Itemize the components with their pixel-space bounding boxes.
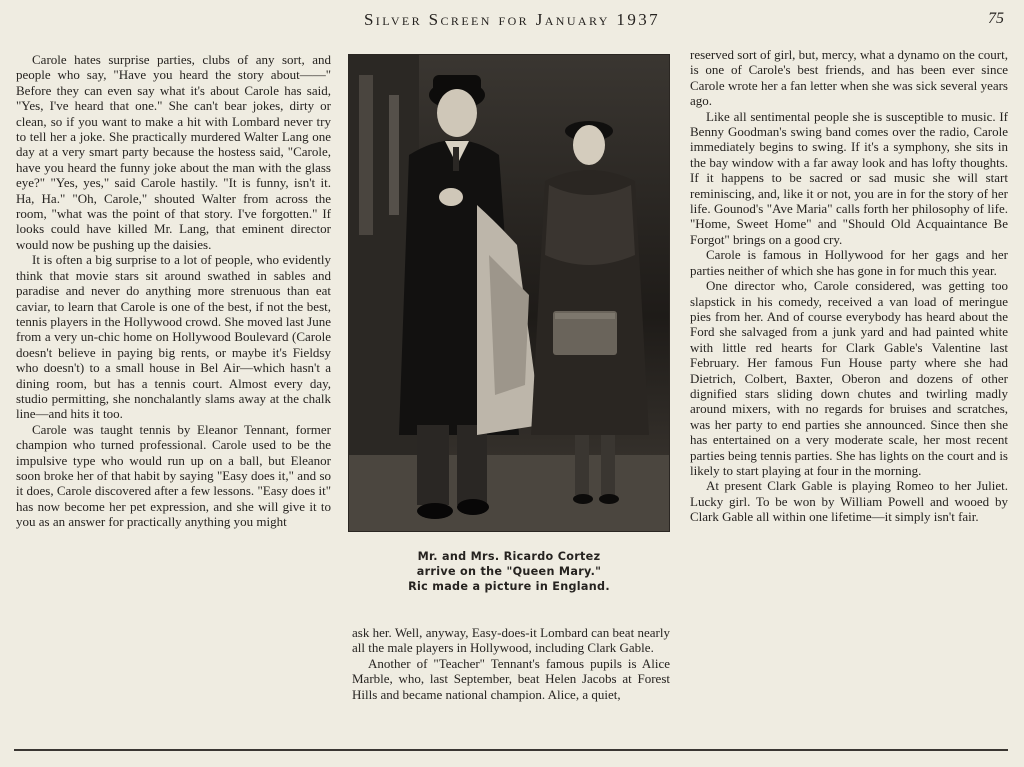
paragraph: Carole hates surprise parties, clubs of any sort, and people who say, "Have you heard the story about——" Before they can even say what it's about Carole has said, "Yes, I've heard that one." She can't bear jokes, dirty or clean, so if you want to make a hit with Lombard never try to tell her a joke. She practically murdered Walter Lang one day at a very smart party because the hostess said, "Carole, have you heard the funny joke about the man with the glass eye?" "Yes, yes," said Carole hastily. "It is funny, isn't it. Ha, Ha." "Oh, Carole," shouted Walter from across the room, "what was the point of that story. I've forgotten." If looks could have killed Mr. Lang, that eminent director would now be pushing up the daisies. (16, 52, 331, 252)
paragraph: Another of "Teacher" Tennant's famous pupils is Alice Marble, who, last September, beat Helen Jacobs at Forest Hills and became national champion. Alice, a quiet, (352, 655, 670, 702)
paragraph: Carole was taught tennis by Eleanor Tennant, former champion who turned professional. Carole used to be the impulsive type who would run up on a ball, but Eleanor soon broke her of that habit by saying "Easy does it," and so it does, Carole discovered after a few lessons. "Easy does it" has now become her pet expression, and she will give it to you as an answer for practically anything you might (16, 421, 331, 530)
bottom-rule (14, 749, 1008, 751)
article-column-2 (352, 625, 670, 702)
caption-line: Ric made a picture in England. (408, 580, 610, 593)
paragraph: One director who, Carole considered, was getting too slapstick in his comedy, received a van load of meringue pies from her. And of course everybody has heard about the Ford she salvaged from a junk yard and had painted white with little red hearts for Clark Gable's Valentine last February. Her famous Fun House party where she had Dietrich, Colbert, Baxter, Oberon and dozens of other dignified stars sliding down chutes and twirling madly around mixers, with no regards for bruises and scratches, was her party to end parties she announced. Since then she has entertained on a very moderate scale, her most recent parties being tennis parties. She has lights on the court and is likely to start playing at four in the morning. (690, 278, 1008, 478)
paragraph: It is often a big surprise to a lot of people, who evidently think that movie stars sit around swathed in sables and paradise and never do anything more strenuous than eat caviar, to learn that Carole is one of the best, if not the best, tennis players in the Hollywood crowd. She moved last June from a very un-chic home on Hollywood Boulevard (Carole doesn't believe in paying big rents, or maybe it's Fieldsy who doesn't) to a small house in Bel Air—which hasn't a dining room, but has a tennis court. Almost every day, studio permitting, she nonchalantly slams away at the chalk line—and hits it too. (16, 252, 331, 422)
magazine-title: Silver Screen for January 1937 (363, 10, 661, 29)
photograph (348, 54, 670, 532)
paragraph: At present Clark Gable is playing Romeo to her Juliet. Lucky girl. To be won by William Powell and wooed by Clark Gable all within one lifetime—it simply isn't fair. (690, 478, 1008, 525)
page-header (0, 10, 1024, 34)
article-column-3 (690, 47, 1008, 525)
article-column-1 (16, 52, 331, 530)
page-number: 75 (988, 10, 1004, 27)
photo-caption (352, 549, 666, 594)
paragraph: Like all sentimental people she is susceptible to music. If Benny Goodman's swing band comes over the radio, Carole immediately begins to swing. If it's a symphony, she sits in the bay window with a far away look and has lofty thoughts. If it happens to be sacred or sad music she will start reminiscing, and, like it or not, you are in for the story of her life. Gounod's "Ave Maria" calls forth her philosophy of life. "Home, Sweet Home" and "Should Old Acquaintance Be Forgot" brings on a good cry. (690, 108, 1008, 247)
paragraph: ask her. Well, anyway, Easy-does-it Lombard can beat nearly all the male players in Hollywood, including Clark Gable. (352, 625, 670, 656)
photo-illustration (349, 55, 669, 531)
paragraph: reserved sort of girl, but, mercy, what a dynamo on the court, is one of Carole's best friends, and has been ever since Carole wrote her a fan letter when she was sick several years ago. (690, 47, 1008, 109)
paragraph: Carole is famous in Hollywood for her gags and her parties neither of which she has gone in for much this year. (690, 247, 1008, 278)
caption-line: arrive on the "Queen Mary." (416, 565, 602, 578)
caption-line: Mr. and Mrs. Ricardo Cortez (417, 550, 601, 563)
